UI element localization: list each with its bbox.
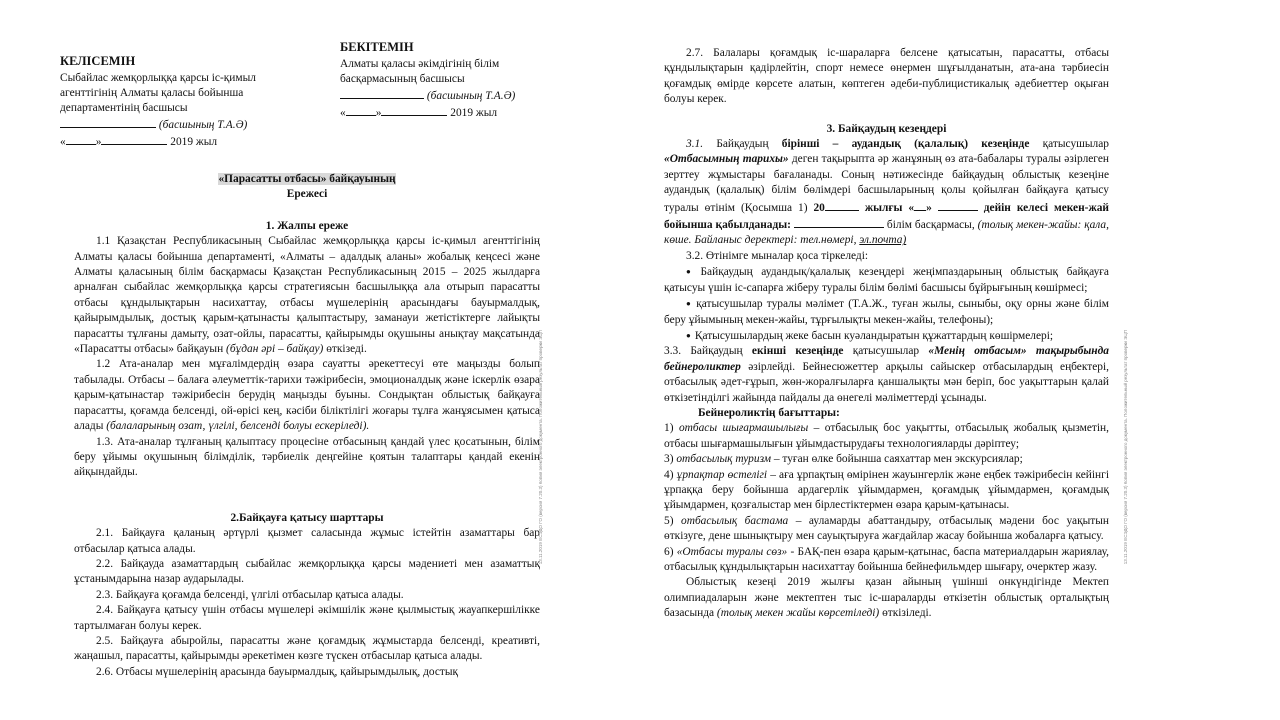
para-2-1: 2.1. Байқауға қаланың әртүрлі қызмет саласында жұмыс істейтін азаматтары бар отбасылар қатыса алады. [74,527,540,555]
para-2-3: 2.3. Байқауға қоғамда белсенді, үлгілі отбасылар қатыса алады. [96,588,404,601]
approve-title: БЕКІТЕМІН [340,40,414,54]
para-1-2: 1.2 Ата-аналар мен мұғалімдердің өзара сауатты әрекеттесуі өте маңызды болып табылады. Отбасы – балаға әлеуметтік-тарихи тәжірибесін, эмоционалдық және іскерлік өзара қарым-қатынастар тәжірибесін берудің маңызды буыны. Сондықтан облыстық байқауға парасатты, қоғамда белсенді, ой-өрісі кең, кәсіби біліктілігі жоғары тұлға жанұясымен қатыса алады (балаларының озат, үлгілі, белсенді болуы ескеріледі). [74,358,540,433]
section-1-title: 1. Жалпы ереже [265,219,349,232]
agree-line2: агенттігінің Алматы қаласы бойынша [60,87,244,99]
direction-item: 3) отбасылық туризм – туған өлке бойынша саяхаттар мен экскурсиялар; [664,453,1023,466]
para-3-2: 3.2. Өтінімге мыналар қоса тіркеледі: [686,249,869,262]
direction-item: 1) отбасы шығармашылығы – отбасылық бос уақытты, отбасылық жобалық қызметін, отбасы шығармашылығын ұйымдастырудағы технологияларды дәріптеу; [664,422,1109,450]
para-3-3: 3.3. Байқаудың екінші кезеңінде қатысушылар «Менің отбасым» тақырыбында бейнероликтер әзірлейді. Бейнесюжеттер арқылы сайыскер отбасылардың еңбектері, отбасылық әдет-ғұрып, жөн-жоралғыларға қаншалықты мән беріп, бос уақыттарын қалай өткізетінділгі жайында пайдалы да өнегелі мәліметтерді ұсынады. [664,345,1109,404]
para-3-1: 3.1. Байқаудың бірінші – аудандық (қалалық) кезеңінде қатысушылар «Отбасымның тарихы» деген тақырыпта әр жанұяның өз ата-бабалары туралы әзірлеген зерттеу жұмыстары бағаланады. Соның нәтижесінде байқаудың облыстық кезеңіне аудандық (қалалық) білім бөлімдері басшыларының қолы қойылған байқауға қатысу туралы өтінім (Қосымша 1) 20 жылғы « » дейін келесі мекен-жай бойынша қабылданады: білім басқармасы, (толық мекен-жайы: қала, көше. Байланыс деректері: тел.нөмері, эл.почта) [664,138,1109,247]
approve-block [340,40,540,121]
section-3-title: 3. Байқаудың кезеңдері [826,122,947,135]
agree-line3: департаментінің басшысы [60,102,188,114]
para-2-7: 2.7. Балалары қоғамдық іс-шараларға белсене қатысатын, парасатты, отбасы құндылықтарын қадірлейтін, спорт немесе өнермен шұғылданатын, ата-ана тәрбиесін қоғамдық өмірде көрсете алатын, көптеген әдеби-публицистикалық әдебиеттер оқыған болуы керек. [664,47,1109,106]
doc-subtitle: Ережесі [286,188,328,201]
approve-signature: (басшының Т.А.Ә) [340,87,540,104]
direction-item: 4) ұрпақтар өстелігі – аға ұрпақтың өмірінен жауынгерлік және еңбек тәжірибесін кейінгі ұрпаққа беру бойынша ардагерлік ұйымдармен, қоғамдық ұйымдармен, қоғамдық ұйымдармен, қозғалыстар мен бірлестіктермен өзара қарым-қатынасы. [664,468,1109,512]
agree-date: « » 2019 жыл [60,133,300,150]
direction-item: 6) «Отбасы туралы сөз» - БАҚ-пен өзара қарым-қатынас, баспа материалдарын жариялау, отбасылық құндылықтарын насихаттау бойынша бейнефильмдер шығару, очерктер жазу. [664,545,1109,573]
left-body [74,172,540,680]
approve-line2: басқармасының басшысы [340,73,465,85]
para-final: Облыстық кезеңі 2019 жылғы қазан айының үшінші онкүндігінде Мектеп олимпиадаларын және мектептен тыс іс-шараларды өткізетін облыстық орталықтың базасында (толық мекен жайы көрсетіледі) өткізіледі. [664,576,1109,620]
right-page [650,0,1120,720]
para-2-5: 2.5. Байқауға абыройлы, парасатты және қоғамдық жұмыстарда белсенді, креативті, жаңашыл, парасатты, қайырымды әрекетімен көзге түскен отбасылар қатыса алады. [74,634,540,663]
para-1-3: 1.3. Ата-аналар тұлғаның қалыптасу процесіне отбасының қандай үлес қосатынын, білім беру ұйымы оқушының білімділік, тәрбиелік деңгейіне қоятын талаптары қандай екенін айқындайды. [74,435,540,479]
para-2-6: 2.6. Отбасы мүшелерінің арасында бауырмалдық, қайырымдылық, достық [96,665,459,678]
directions-title: Бейнероликтің бағыттары: [698,406,840,419]
bullet-item: ● қатысушылар туралы мәлімет (Т.А.Ж., туған жылы, сыныбы, оқу орны және білім беру ұйымының мекен-жайы, тұрғылықты мекен-жайы, телефоны); [664,296,1109,328]
para-1-1: 1.1 Қазақстан Республикасының Сыбайлас жемқорлыққа қарсы іс-қимыл агенттігінің Алматы қаласы бойынша департаменті, «Алматы – адалдық аланы» жобалық кеңсесі және Алматы қаласының білім басқармасы Қазақстан Республикасының 2015 – 2025 жылдарға арналған сыбайлас жемқорлыққа қарсы стратегиясын басшылыққа ала отырып парасатты отбасы құндылықтарын насихаттау, отбасы мүшелерінің арасындағы бауырмалдық, қайырымдылық, достық қарым-қатынасты қалыптастыру, заманауи жетістіктерге лайықты парасатты тұлғаны дамыту, озат-ойлы, парасатты, қайырымды оқушыны анықтау мақсатында «Парасатты отбасы» байқауын (бұдан әрі – байқау) өткізеді. [74,235,540,356]
left-margin-stamp: 13.11.2019 ЕСЭДО ГО (версия 7.20.3) Копия электронного документа. Положительный результат проверки ЭЦП [538,330,543,565]
agree-title: КЕЛІСЕМІН [60,54,136,68]
left-page [50,0,540,720]
right-margin-stamp: 13.11.2019 ЕСЭДО ГО (версия 7.20.3) Копия электронного документа. Положительный результат проверки ЭЦП [1123,330,1128,565]
approve-date: « » 2019 жыл [340,104,540,121]
section-2-title: 2.Байқауға қатысу шарттары [230,511,384,524]
agree-line1: Сыбайлас жемқорлыққа қарсы іс-қимыл [60,72,256,84]
doc-title: «Парасатты отбасы» байқауының [218,173,396,185]
approve-line1: Алматы қаласы әкімдігінің білім [340,58,500,70]
agree-block [60,54,300,150]
bullet-item: ● Байқаудың аудандық/қалалық кезеңдері жеңімпаздарының облыстық байқауға қатысуы үшін іс-сапарға жіберу туралы білім бөлімі басшысы бұйрығының көшірмесі; [664,264,1109,296]
direction-item: 5) отбасылық бастама – ауламарды абаттандыру, отбасылық мәдени бос уақытын өткізуге, дене шынықтыру мен сауықтыруға жағдайлар жасау бойынша жобаларға қатысу. [664,514,1109,543]
para-2-4: 2.4. Байқауға қатысу үшін отбасы мүшелері әкімшілік және қылмыстық жауапкершілікке тартылмаған болуы керек. [74,604,540,632]
para-2-2: 2.2. Байқауда азаматтардың сыбайлас жемқорлыққа қарсы мәдениеті мен азаматтық ұстанымдарына назар аударылады. [74,557,540,586]
bullet-item: ● Қатысушылардың жеке басын куәландыратын құжаттардың көшірмелері; [664,328,1109,344]
agree-signature: (басшының Т.А.Ә) [60,116,300,133]
right-body [664,46,1109,622]
